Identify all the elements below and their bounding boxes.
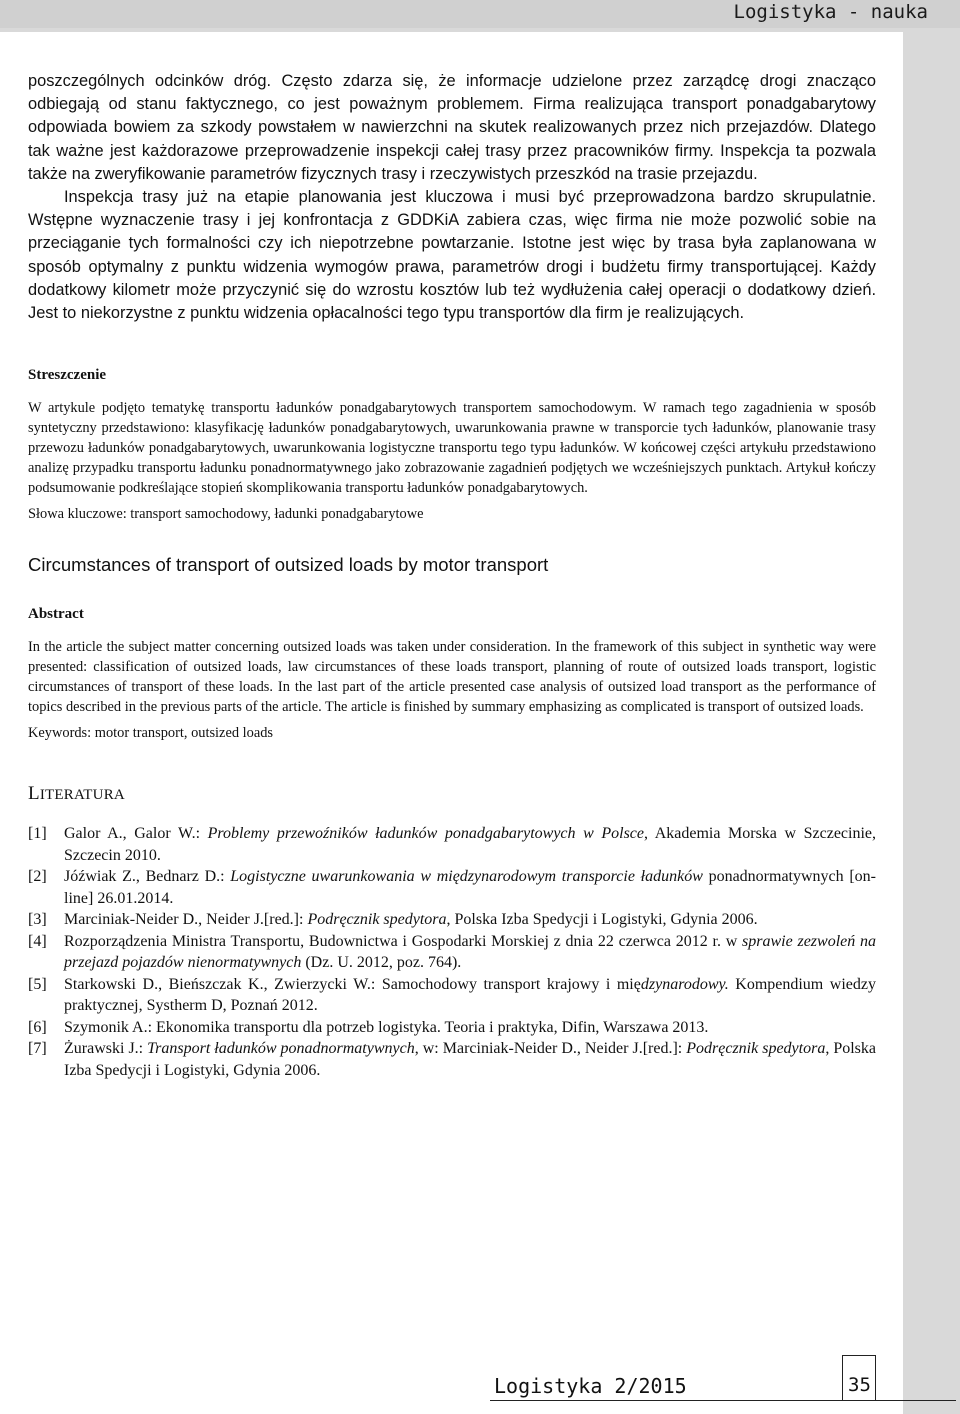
reference-number: [6] bbox=[28, 1018, 47, 1036]
reference-editors: , w: Marciniak-Neider D., Neider J.[red.]: bbox=[414, 1040, 687, 1058]
reference-list bbox=[28, 823, 876, 1081]
reference-publisher: , Polska Izba Spedycji i Logistyki, Gdynia 2006. bbox=[446, 911, 758, 929]
reference-item bbox=[28, 1038, 876, 1081]
reference-authors: Starkowski D., Bieńszczak K., Zwierzycki W.: Samochodowy transport krajowy i mię bbox=[64, 975, 641, 993]
running-header bbox=[0, 0, 960, 28]
reference-title: Podręcznik spedytora bbox=[307, 911, 447, 929]
reference-title: sprawie zezwoleń na przejazd pojazdów nienormatywnych bbox=[64, 932, 876, 972]
literature-heading-rest: ITERATURA bbox=[39, 787, 125, 804]
reference-text bbox=[64, 931, 876, 974]
reference-number: [2] bbox=[28, 868, 47, 886]
reference-authors: Marciniak-Neider D., Neider J.[red.]: bbox=[64, 911, 308, 929]
literature-heading bbox=[28, 783, 876, 805]
reference-publisher: , Polska Izba Spedycji i Logistyki, Gdynia 2006. bbox=[64, 1040, 877, 1079]
reference-authors: Jóźwiak Z., Bednarz D.: bbox=[64, 868, 231, 886]
document-page bbox=[0, 32, 903, 1414]
reference-authors: Rozporządzenia Ministra Transportu, Budownictwa i Gospodarki Morskiej z dnia 22 czerwca 2012 r. w bbox=[64, 932, 743, 950]
reference-publisher: (Dz. U. 2012, poz. 764). bbox=[301, 954, 462, 972]
page-content bbox=[28, 70, 876, 1081]
reference-item bbox=[28, 931, 876, 974]
reference-title: Problemy przewoźników ładunków ponadgabarytowych w Polsce bbox=[207, 825, 644, 843]
reference-item bbox=[28, 974, 876, 1017]
reference-authors: Galor A., Galor W.: bbox=[64, 825, 208, 843]
reference-number: [7] bbox=[28, 1040, 47, 1058]
streszczenie-text: W artykule podjęto tematykę transportu ładunków ponadgabarytowych transportem samochodowym. W ramach tego zagadnienia w sposób syntetyczny przedstawiono: klasyfikację ładunków ponadgabarytowych, uwarunkowania prawne w transporcie tych ładunków, planowanie trasy przewozu ładunków ponadgabarytowych, uwarunkowania logistyczne transportu tego typu ładunków. W końcowej części artykułu przedstawiono analizę przypadku transportu ładunku ponadnormatywnego jako zobrazowanie zagadnień podjętych we wcześniejszych punktach. Artykuł kończy podsumowanie podkreślające stopień skomplikowania transportu ładunków ponadgabarytowych. bbox=[28, 400, 876, 497]
literature-heading-initial: L bbox=[28, 783, 40, 805]
reference-text bbox=[64, 823, 876, 866]
reference-number: [3] bbox=[28, 911, 47, 929]
page-number: 35 bbox=[848, 1374, 871, 1396]
footer-rule bbox=[490, 1400, 956, 1401]
reference-number: [1] bbox=[28, 825, 47, 843]
abstract-text: In the article the subject matter concerning outsized loads was taken under consideration. In the framework of this subject in synthetic way were presented: classification of outsized loads, law circumstances of these loads transport, planning of route of outsized loads transport, logistic circumstances of transport of these loads. In the last part of the article presented case analysis of outsized load transport as the performance of topics described in the previous parts of the article. The article is finished by summary emphasizing as complicated is transport of outsized loads. bbox=[28, 639, 876, 716]
reference-number: [4] bbox=[28, 932, 47, 950]
reference-text bbox=[64, 1038, 876, 1081]
body-paragraph-1: poszczególnych odcinków dróg. Często zdarza się, że informacje udzielone przez zarządcę drogi znacząco odbiegają od stanu faktycznego, co jest poważnym problemem. Firma realizująca transport ponadgabarytowy odpowiada bowiem za szkody powstałem w nawierzchni na skutek realizowanych przez nich przejazdów. Dlatego tak ważne jest każdorazowe przeprowadzenie inspekcji całej trasy przez pracowników firmy. Inspekcja ta pozwala także na zweryfikowanie parametrów fizycznych trasy i rzeczywistych przeszkód na trasie przejazdu. bbox=[28, 72, 876, 183]
reference-item bbox=[28, 1017, 876, 1039]
reference-number: [5] bbox=[28, 975, 47, 993]
english-title: Circumstances of transport of outsized loads by motor transport bbox=[28, 554, 549, 576]
reference-text bbox=[64, 1017, 876, 1039]
body-paragraph-2: Inspekcja trasy już na etapie planowania jest kluczowa i musi być przeprowadzona bardzo skrupulatnie. Wstępne wyznaczenie trasy i jej konfrontacja z GDDKiA zabiera czas, więc firma nie może pozwolić sobie na przeciąganie tych formalności czy ich niepotrzebne powtarzanie. Istotne jest więc by trasa była zaplanowana w sposób optymalny z punktu widzenia wymogów prawa, parametrów drogi i budżetu firmy transportującej. Każdy dodatkowy kilometr może przyczynić się do wzrostu kosztów lub też wydłużenia całej operacji o dodatkowy dzień. Jest to niekorzystne z punktu widzenia opłacalności tego typu transportów dla firm je realizujących. bbox=[28, 188, 876, 323]
reference-publisher: ponadnormatywnych [on-line] 26.01.2014. bbox=[64, 868, 876, 907]
reference-title: Transport ładunków ponadnormatywnych bbox=[147, 1040, 415, 1058]
streszczenie-keywords: Słowa kluczowe: transport samochodowy, ładunki ponadgabarytowe bbox=[28, 506, 424, 523]
reference-text bbox=[64, 909, 876, 931]
reference-item bbox=[28, 909, 876, 931]
reference-authors: Szymonik A.: Ekonomika transportu dla potrzeb logistyka. Teoria i praktyka, Difin, Warszawa 2013. bbox=[64, 1018, 709, 1036]
reference-book-title: Podręcznik spedytora bbox=[686, 1040, 826, 1058]
reference-text bbox=[64, 866, 876, 909]
reference-authors: Żurawski J.: bbox=[64, 1040, 148, 1058]
reference-item bbox=[28, 866, 876, 909]
footer-journal-name: Logistyka 2/2015 bbox=[494, 1374, 687, 1398]
reference-item bbox=[28, 823, 876, 866]
abstract-keywords: Keywords: motor transport, outsized loads bbox=[28, 725, 273, 742]
abstract-heading: Abstract bbox=[28, 606, 84, 623]
streszczenie-heading: Streszczenie bbox=[28, 367, 107, 384]
reference-publisher: Kompendium wiedzy praktycznej, Systherm D, Poznań 2012. bbox=[64, 975, 876, 1015]
header-title: Logistyka - nauka bbox=[733, 1, 928, 23]
reference-text bbox=[64, 974, 876, 1017]
reference-title: Logistyczne uwarunkowania w międzynarodowym transporcie ładunków bbox=[230, 868, 703, 886]
reference-title: dzynarodowy. bbox=[640, 975, 729, 993]
reference-publisher: , Akademia Morska w Szczecinie, Szczecin 2010. bbox=[64, 825, 877, 864]
